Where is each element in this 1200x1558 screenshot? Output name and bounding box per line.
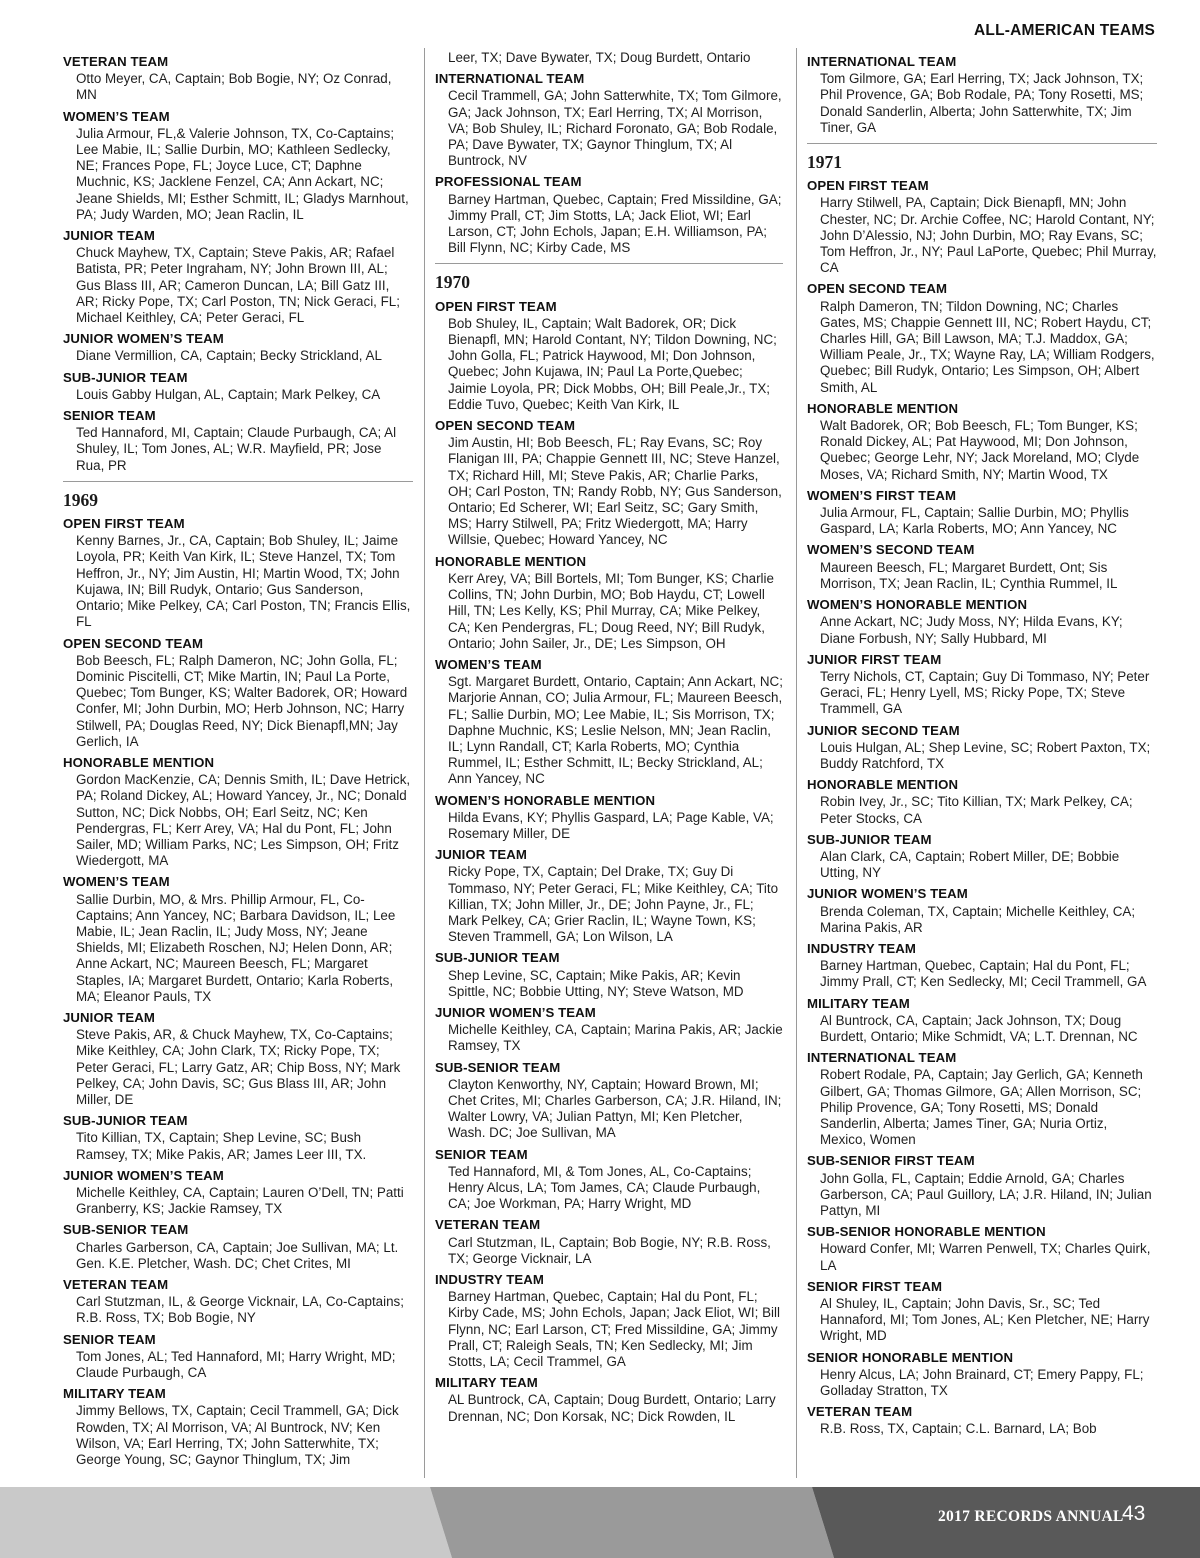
team-heading: WOMEN’S TEAM (63, 874, 170, 890)
team-section (807, 773, 1157, 828)
team-section (435, 170, 783, 257)
team-roster: Diane Vermillion, CA, Captain; Becky Strickland, AL (76, 348, 382, 364)
team-heading: JUNIOR TEAM (435, 847, 527, 863)
team-heading: HONORABLE MENTION (435, 553, 587, 569)
team-section (435, 1213, 783, 1268)
team-section (63, 512, 413, 631)
team-roster: Ted Hannaford, MI, & Tom Jones, AL, Co-Captains; Henry Alcus, LA; Tom James, CA; Claude Purbaugh, CA; Joe Workman, PA; Harry Wright, MD (448, 1163, 761, 1212)
team-section (435, 1056, 783, 1143)
team-section (63, 751, 413, 870)
team-section (807, 174, 1157, 277)
team-roster: AL Buntrock, CA, Captain; Doug Burdett, Ontario; Larry Drennan, NC; Don Korsak, NC; Dick Rowden, IL (448, 1392, 776, 1424)
team-roster: John Golla, FL, Captain; Eddie Arnold, GA; Charles Garberson, CA; Paul Guillory, LA; J.R. Hiland, IN; Julian Pattyn, MI (820, 1170, 1152, 1218)
team-roster: Charles Garberson, CA, Captain; Joe Sullivan, MA; Lt. Gen. K.E. Pletcher, Wash. DC; Chet Crites, MI (76, 1239, 399, 1271)
team-heading: SENIOR TEAM (63, 1331, 156, 1347)
team-section (807, 719, 1157, 774)
team-heading: MILITARY TEAM (435, 1375, 538, 1391)
team-roster: Leer, TX; Dave Bywater, TX; Doug Burdett, Ontario (448, 50, 751, 65)
team-heading: SUB-SENIOR HONORABLE MENTION (807, 1224, 1046, 1240)
team-section (807, 397, 1157, 484)
team-roster: Clayton Kenworthy, NY, Captain; Howard Brown, MI; Chet Crites, MI; Charles Garberson, CA; J.R. Hiland, IN; Walter Lowry, VA; Julian Pattyn, MI; Ken Pletcher, Wash. DC; Joe Sullivan, MA (448, 1076, 782, 1141)
team-heading: JUNIOR WOMEN’S TEAM (807, 886, 968, 902)
team-roster: Louis Hulgan, AL; Shep Levine, SC; Robert Paxton, TX; Buddy Ratchford, TX (820, 739, 1151, 771)
team-roster: Ted Hannaford, MI, Captain; Claude Purbaugh, CA; Al Shuley, IL; Tom Jones, AL; W.R. Mayfield, PR; Jose Rua, PR (76, 425, 397, 473)
team-roster: Louis Gabby Hulgan, AL, Captain; Mark Pelkey, CA (76, 386, 381, 402)
team-heading: JUNIOR TEAM (63, 1009, 155, 1025)
team-heading: VETERAN TEAM (435, 1217, 541, 1233)
team-roster: Bob Shuley, IL, Captain; Walt Badorek, OR; Dick Bienapfl, MN; Harold Contant, NY; Tildon Downing, NC; John Golla, FL; Patrick Haywood, MI; Don Johnson, Quebec; John Kujawa, IN; Paul La Porte,Quebec; Jaimie Loyola, PR; Dick Mobbs, OH; Bill Peale,Jr., TX; Eddie Tuvo, Quebec; Keith Van Kirk, IL (448, 315, 777, 412)
team-section (807, 1220, 1157, 1275)
footer-publication: 2017 RECORDS ANNUAL (938, 1508, 1124, 1525)
team-section (63, 1382, 413, 1469)
team-section (807, 648, 1157, 719)
team-section (435, 1143, 783, 1214)
team-section (807, 937, 1157, 992)
team-section (807, 882, 1157, 937)
team-heading: OPEN FIRST TEAM (435, 298, 557, 314)
team-section (435, 414, 783, 550)
column-divider (424, 48, 425, 1478)
team-roster: Tom Gilmore, GA; Earl Herring, TX; Jack Johnson, TX; Phil Provence, GA; Bob Rodale, PA; Tony Rosetti, MS; Donald Sanderlin, Alberta; John Satterwhite, TX; Jim Tiner, GA (820, 71, 1144, 135)
team-roster: Sallie Durbin, MO, & Mrs. Phillip Armour, FL, Co-Captains; Ann Yancey, NC; Barbara Davidson, IL; Lee Mabie, IL; Jean Raclin, IL; Judy Moss, NY; Jeane Shields, MI; Elizabeth Roschen, NJ; Helen Donn, AR; Anne Ackart, NC; Maureen Beesch, FL; Margaret Staples, IA; Margaret Burdett, Ontario; Karla Roberts, MA; Eleanor Pauls, TX (76, 891, 396, 1004)
team-roster: Kerr Arey, VA; Bill Bortels, MI; Tom Bunger, KS; Charlie Collins, TN; John Durbin, MO; Bob Haydu, CT; Lowell Hill, TN; Les Kelly, KS; Phil Murray, CA; Mike Pelkey, CA; Ken Pendergras, FL; Doug Reed, NY; Bill Rudyk, Ontario; John Sailer, Jr., DE; Les Simpson, OH (448, 570, 774, 651)
team-section (63, 327, 413, 365)
team-roster: Henry Alcus, LA; John Brainard, CT; Emery Pappy, FL; Golladay Stratton, TX (820, 1366, 1144, 1399)
team-section (435, 67, 783, 170)
team-heading: PROFESSIONAL TEAM (435, 174, 582, 190)
team-heading: JUNIOR TEAM (63, 228, 155, 244)
team-section (807, 277, 1157, 396)
team-heading: VETERAN TEAM (63, 54, 169, 69)
team-heading: INTERNATIONAL TEAM (807, 1050, 957, 1066)
team-heading: HONORABLE MENTION (63, 754, 215, 770)
team-roster: Julia Armour, FL, Captain; Sallie Durbin, MO; Phyllis Gaspard, LA; Karla Roberts, MO; Ann Yancey, NC (820, 505, 1129, 537)
team-heading: SENIOR TEAM (435, 1146, 528, 1162)
year-heading: 1969 (63, 481, 413, 508)
team-roster: Chuck Mayhew, TX, Captain; Steve Pakis, AR; Rafael Batista, PR; Peter Ingraham, NY; John Brown III, AL; Gus Blass III, AR; Cameron Duncan, LA; Bill Gatz III, AR; Ricky Pope, TX; Carl Poston, TN; Nick Geraci, FL; Michael Keithley, CA; Peter Geraci, FL (76, 245, 400, 326)
team-heading: JUNIOR WOMEN’S TEAM (63, 331, 224, 347)
team-roster: Bob Beesch, FL; Ralph Dameron, NC; John Golla, FL; Dominic Piscitelli, CT; Mike Martin, IN; Paul La Porte, Quebec; Tom Bunger, KS; Walter Badorek, OR; Howard Confer, MI; John Durbin, MO; Herb Johnson, NC; Harry Stilwell, PA; Douglas Reed, NY; Dick Bienapfl,MN; Jay Gerlich, IA (76, 652, 408, 749)
team-roster: Howard Confer, MI; Warren Penwell, TX; Charles Quirk, LA (820, 1241, 1151, 1273)
team-roster: Robin Ivey, Jr., SC; Tito Killian, TX; Mark Pelkey, CA; Peter Stocks, CA (820, 794, 1133, 826)
team-heading: OPEN SECOND TEAM (435, 418, 576, 434)
year-heading: 1970 (435, 263, 783, 290)
text-column-1 (63, 50, 413, 1480)
team-heading: WOMEN’S TEAM (435, 656, 542, 672)
team-heading: OPEN SECOND TEAM (63, 635, 204, 651)
team-roster: Ricky Pope, TX, Captain; Del Drake, TX; Guy Di Tommaso, NY; Peter Geraci, FL; Mike Keithley, CA; Tito Killian, TX; John Miller, Jr., DE; John Payne, Jr., FL; Mark Pelkey, CA; Grier Raclin, IL; Wayne Town, KS; Steven Trammell, GA; Lon Wilson, LA (448, 864, 779, 945)
team-roster: Brenda Coleman, TX, Captain; Michelle Keithley, CA; Marina Pakis, AR (820, 903, 1136, 935)
team-heading: SUB-SENIOR TEAM (63, 1222, 189, 1238)
team-roster: R.B. Ross, TX, Captain; C.L. Barnard, LA; Bob (820, 1421, 1097, 1437)
page-header-title: ALL-AMERICAN TEAMS (974, 22, 1155, 39)
team-roster: Anne Ackart, NC; Judy Moss, NY; Hilda Evans, KY; Diane Forbush, NY; Sally Hubbard, MI (820, 614, 1123, 646)
team-section (807, 1346, 1157, 1401)
team-roster: Otto Meyer, CA, Captain; Bob Bogie, NY; Oz Conrad, MN (76, 71, 392, 103)
team-section (63, 1218, 413, 1273)
team-heading: SENIOR TEAM (63, 408, 156, 424)
team-section (807, 50, 1157, 137)
team-heading: INTERNATIONAL TEAM (807, 54, 957, 69)
team-roster: Sgt. Margaret Burdett, Ontario, Captain; Ann Ackart, NC; Marjorie Annan, CO; Julia Armour, FL; Maureen Beesch, FL; Sallie Durbin, MO; Lee Mabie, IL; Sis Morrison, TX; Daphne Muchnic, KS; Leslie Nelson, MN; Jean Raclin, IL; Lynn Randall, CT; Karla Roberts, MO; Cynthia Rummel, IL; Esther Schmitt, IL; Becky Strickland, AL; Ann Yancey, NC (448, 674, 783, 787)
team-section (63, 1328, 413, 1383)
team-roster: Tito Killian, TX, Captain; Shep Levine, SC; Bush Ramsey, TX; Mike Pakis, AR; James Leer III, TX. (76, 1130, 367, 1162)
team-section (435, 550, 783, 653)
team-roster: Alan Clark, CA, Captain; Robert Miller, DE; Bobbie Utting, NY (820, 848, 1120, 881)
team-section (63, 632, 413, 751)
team-roster: Gordon MacKenzie, CA; Dennis Smith, IL; Dave Hetrick, PA; Roland Dickey, AL; Howard Yancey, Jr., NC; Donald Sutton, NC; Dick Nobbs, OH; Earl Seitz, NC; Ken Pendergras, FL; Kerr Arey, VA; Hal du Pont, FL; John Sailer, MD; William Parks, NC; Les Simpson, OH; Fritz Wiedergott, MA (76, 772, 411, 869)
team-heading: WOMEN’S HONORABLE MENTION (807, 597, 1028, 613)
team-section (63, 1109, 413, 1164)
team-section (807, 484, 1157, 539)
team-heading: SUB-JUNIOR TEAM (435, 950, 560, 966)
team-section (435, 1001, 783, 1056)
team-heading: VETERAN TEAM (63, 1277, 169, 1293)
team-section (63, 105, 413, 224)
text-column-2 (435, 50, 783, 1480)
team-heading: SUB-JUNIOR TEAM (807, 831, 932, 847)
team-roster: Al Buntrock, CA, Captain; Jack Johnson, TX; Doug Burdett, Ontario; Mike Schmidt, VA; L.T. Drennan, NC (820, 1012, 1138, 1044)
team-heading: JUNIOR WOMEN’S TEAM (435, 1004, 596, 1020)
team-section (435, 789, 783, 844)
team-section (63, 366, 413, 404)
team-section (63, 1164, 413, 1219)
team-roster: Steve Pakis, AR, & Chuck Mayhew, TX, Co-Captains; Mike Keithley, CA; John Clark, TX; Ricky Pope, TX; Peter Geraci, FL; Larry Gatz, AR; Chip Boss, NY; Mark Pelkey, CA; John Davis, SC; Gus Blass III, AR; John Miller, DE (76, 1027, 401, 1107)
team-section (63, 50, 413, 105)
team-heading: SUB-SENIOR TEAM (435, 1059, 561, 1075)
team-section (63, 224, 413, 327)
team-roster: Barney Hartman, Quebec, Captain; Fred Missildine, GA; Jimmy Prall, CT; Jim Stotts, LA; Jack Eliot, WI; Earl Larson, CT; John Echols, Japan; E.H. Williamson, PA; Bill Flynn, NC; Kirby Cade, MS (448, 191, 782, 256)
team-section (807, 992, 1157, 1047)
year-heading: 1971 (807, 143, 1157, 170)
team-roster: Robert Rodale, PA, Captain; Jay Gerlich, GA; Kenneth Gilbert, GA; Thomas Gilmore, GA; Allen Morrison, SC; Philip Provence, GA; Tony Rosetti, MS; Donald Sanderlin, Alberta; James Tiner, GA; Nuria Ortiz, Mexico, Women (820, 1067, 1143, 1148)
team-heading: HONORABLE MENTION (807, 777, 959, 793)
team-section (63, 1006, 413, 1109)
team-roster: Barney Hartman, Quebec, Captain; Hal du Pont, FL; Jimmy Prall, CT; Ken Sedlecky, MI; Cecil Trammell, GA (820, 958, 1147, 990)
team-section (807, 593, 1157, 648)
team-heading: MILITARY TEAM (807, 995, 910, 1011)
team-roster: Jimmy Bellows, TX, Captain; Cecil Trammell, GA; Dick Rowden, TX; Al Morrison, VA; Al Buntrock, NV; Ken Wilson, VA; Earl Herring, TX; John Satterwhite, TX; George Young, SC; Gaynor Thinglum, TX; Jim (76, 1403, 399, 1468)
team-roster: Barney Hartman, Quebec, Captain; Hal du Pont, FL; Kirby Cade, MS; John Echols, Japan; Jack Eliot, WI; Bill Flynn, NC; Earl Larson, CT; Fred Missildine, GA; Jimmy Prall, CT; Raleigh Seals, TN; Ken Sedlecky, MI; Jim Stotts, LA; Cecil Trammel, GA (448, 1289, 780, 1370)
team-roster: Al Shuley, IL, Captain; John Davis, Sr., SC; Ted Hannaford, MI; Tom Jones, AL; Ken Pletcher, NE; Harry Wright, MD (820, 1296, 1150, 1344)
team-section (807, 828, 1157, 883)
team-section (435, 295, 783, 414)
team-section (807, 1275, 1157, 1346)
team-section (435, 1268, 783, 1371)
team-heading: WOMEN’S HONORABLE MENTION (435, 792, 656, 808)
team-heading: SUB-JUNIOR TEAM (63, 369, 188, 385)
team-section (807, 1046, 1157, 1149)
team-heading: SENIOR HONORABLE MENTION (807, 1349, 1014, 1365)
page-number: 43 (1122, 1502, 1146, 1525)
team-roster: Hilda Evans, KY; Phyllis Gaspard, LA; Page Kable, VA; Rosemary Miller, DE (448, 809, 774, 841)
team-roster: Ralph Dameron, TN; Tildon Downing, NC; Charles Gates, MS; Chappie Gennett III, NC; Robert Haydu, CT; Charles Hill, GA; Bill Lawson, MA; T.J. Maddox, GA; William Peale, Jr., TX; Wayne Ray, LA; William Rodgers, Quebec; Bill Rudyk, Ontario; Les Simpson, OH; Albert Smith, AL (820, 298, 1155, 395)
team-heading: INTERNATIONAL TEAM (435, 71, 585, 87)
team-heading: WOMEN’S FIRST TEAM (807, 487, 957, 503)
team-roster: Michelle Keithley, CA, Captain; Lauren O’Dell, TN; Patti Granberry, KS; Jackie Ramsey, TX (76, 1185, 404, 1217)
team-roster: Harry Stilwell, PA, Captain; Dick Bienapfl, MN; John Chester, NC; Dr. Archie Coffee, NC; Harold Contant, NY; John D’Alessio, NJ; John Durbin, MO; Ray Evans, SC; Tom Heffron, Jr., NY; Paul LaPorte, Quebec; Phil Murray, CA (820, 195, 1157, 276)
team-section (435, 843, 783, 946)
text-column-3 (807, 50, 1157, 1480)
team-heading: OPEN FIRST TEAM (807, 178, 929, 194)
team-roster: Carl Stutzman, IL, & George Vicknair, LA, Co-Captains; R.B. Ross, TX; Bob Bogie, NY (76, 1294, 404, 1326)
team-roster: Michelle Keithley, CA, Captain; Marina Pakis, AR; Jackie Ramsey, TX (448, 1022, 783, 1054)
team-heading: WOMEN’S TEAM (63, 108, 170, 124)
team-roster: Walt Badorek, OR; Bob Beesch, FL; Tom Bunger, KS; Ronald Dickey, AL; Pat Haywood, MI; Don Johnson, Quebec; George Lehr, NY; Jack Moreland, MO; Clyde Moses, VA; Richard Smith, NY; Martin Wood, TX (820, 418, 1140, 482)
team-heading: SUB-SENIOR FIRST TEAM (807, 1153, 975, 1169)
team-section (807, 1400, 1157, 1438)
team-roster: Terry Nichols, CT, Captain; Guy Di Tommaso, NY; Peter Geraci, FL; Henry Lyell, MS; Ricky Pope, TX; Steve Trammell, GA (820, 668, 1150, 717)
team-roster: Carl Stutzman, IL, Captain; Bob Bogie, NY; R.B. Ross, TX; George Vicknair, LA (448, 1234, 771, 1266)
team-section (807, 538, 1157, 593)
team-section (63, 1273, 413, 1328)
team-heading: WOMEN’S SECOND TEAM (807, 542, 975, 558)
team-roster: Tom Jones, AL; Ted Hannaford, MI; Harry Wright, MD; Claude Purbaugh, CA (76, 1348, 396, 1381)
team-roster: Julia Armour, FL,& Valerie Johnson, TX, Co-Captains; Lee Mabie, IL; Sallie Durbin, MO; Kathleen Sedlecky, NE; Frances Pope, FL; Joyce Luce, CT; Daphne Muchnic, KS; Jacklene Fenzel, CA; Ann Ackart, NC; Jeane Shields, MI; Esther Schmitt, IL; Gladys Marnhout, PA; Judy Warden, MO; Jean Raclin, IL (76, 125, 409, 222)
team-section (63, 404, 413, 475)
team-roster: Shep Levine, SC, Captain; Mike Pakis, AR; Kevin Spittle, NC; Bobbie Utting, NY; Steve Watson, MD (448, 967, 744, 999)
team-roster: Maureen Beesch, FL; Margaret Burdett, Ont; Sis Morrison, TX; Jean Raclin, IL; Cynthia Rummel, IL (820, 559, 1118, 591)
team-roster: Jim Austin, HI; Bob Beesch, FL; Ray Evans, SC; Roy Flanigan III, PA; Chappie Gennett III, NC; Steve Hanzel, TX; Richard Hill, MI; Steve Pakis, AR; Charlie Parks, OH; Carl Poston, TN; Randy Robb, NY; Gus Sanderson, Ontario; Ed Scherer, WI; Earl Seitz, SC; Gary Smith, MS; Harry Stilwell, PA; Fritz Wiedergott, MA; Harry Willsie, Quebec; Howard Yancey, NC (448, 435, 782, 548)
team-roster: Cecil Trammell, GA; John Satterwhite, TX; Tom Gilmore, GA; Jack Johnson, TX; Earl Herring, TX; Al Morrison, VA; Bob Shuley, IL; Richard Foronato, GA; Bob Rodale, PA; Dave Bywater, TX; Gaynor Thinglum, TX; Al Buntrock, NV (448, 88, 782, 169)
team-heading: INDUSTRY TEAM (807, 940, 917, 956)
team-section (63, 870, 413, 1006)
team-heading: SUB-JUNIOR TEAM (63, 1113, 188, 1129)
team-section (807, 1149, 1157, 1220)
team-heading: MILITARY TEAM (63, 1386, 166, 1402)
team-heading: JUNIOR WOMEN’S TEAM (63, 1167, 224, 1183)
team-section (435, 1371, 783, 1426)
team-heading: JUNIOR SECOND TEAM (807, 722, 960, 738)
team-section (435, 946, 783, 1001)
team-heading: HONORABLE MENTION (807, 400, 959, 416)
team-heading: INDUSTRY TEAM (435, 1272, 545, 1288)
team-heading: OPEN SECOND TEAM (807, 281, 948, 297)
column-divider (796, 48, 797, 1478)
team-heading: JUNIOR FIRST TEAM (807, 651, 942, 667)
team-section (435, 50, 783, 67)
team-heading: SENIOR FIRST TEAM (807, 1278, 943, 1294)
team-section (435, 653, 783, 789)
team-heading: VETERAN TEAM (807, 1404, 913, 1420)
team-roster: Kenny Barnes, Jr., CA, Captain; Bob Shuley, IL; Jaime Loyola, PR; Keith Van Kirk, IL; Steve Hanzel, TX; Tom Heffron, Jr., NY; Jim Austin, HI; Martin Wood, TX; John Kujawa, IN; Bill Rudyk, Ontario; Gus Sanderson, Ontario; Mike Pelkey, CA; Carl Poston, TN; Francis Ellis, FL (76, 533, 411, 630)
team-heading: OPEN FIRST TEAM (63, 516, 185, 532)
